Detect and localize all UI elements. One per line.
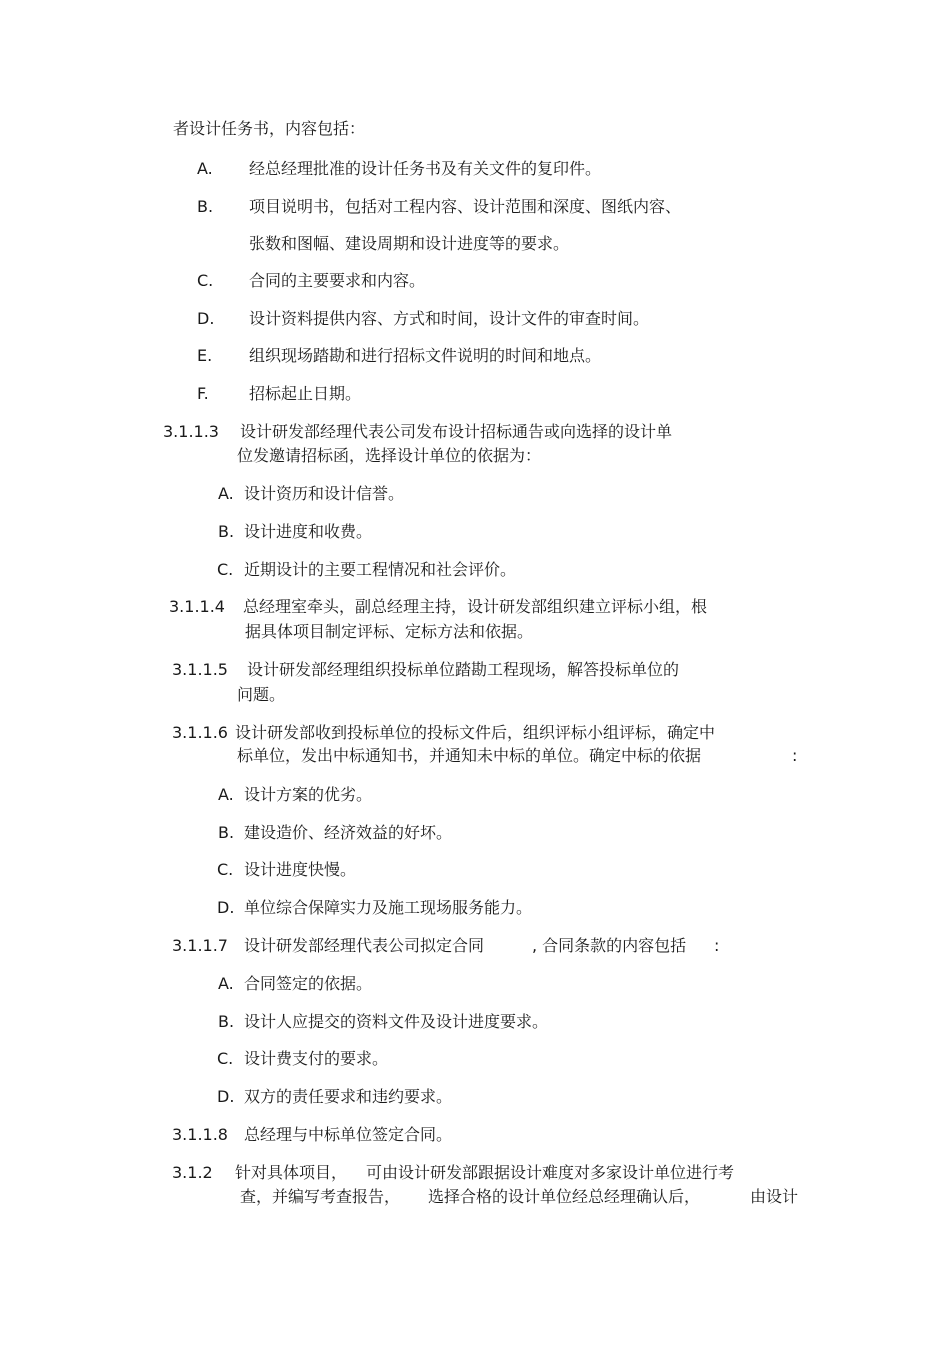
section-text-continuation: 查，并编写考查报告，	[240, 1187, 401, 1206]
section-text: 设计研发部收到投标单位的投标文件后，组织评标小组评标，确定中	[235, 723, 716, 742]
section-text: 设计研发部经理组织投标单位踏勘工程现场，解答投标单位的	[247, 660, 680, 679]
list-label: A.	[197, 159, 213, 178]
list-label: D.	[197, 309, 215, 328]
list-label: C.	[217, 1049, 234, 1068]
list-label: D.	[217, 898, 235, 917]
section-number: 3.1.1.4	[169, 597, 225, 616]
section-text-continuation: 由设计	[750, 1187, 799, 1206]
list-item: 招标起止日期。	[249, 384, 362, 403]
section-text: 总经理与中标单位签定合同。	[244, 1125, 453, 1144]
section-text-continuation: 据具体项目制定评标、定标方法和依据。	[245, 622, 534, 641]
section-text-continuation: 选择合格的设计单位经总经理确认后，	[428, 1187, 701, 1206]
section-text: 针对具体项目，	[235, 1163, 348, 1182]
list-label: E.	[197, 346, 213, 365]
section-text: , 合同条款的内容包括	[532, 936, 687, 955]
list-label: B.	[218, 823, 235, 842]
list-label: A.	[218, 484, 234, 503]
section-number: 3.1.1.6	[172, 723, 228, 742]
list-label: C.	[197, 271, 214, 290]
section-text-continuation: 问题。	[237, 685, 286, 704]
list-item: 单位综合保障实力及施工现场服务能力。	[244, 898, 533, 917]
section-text: 可由设计研发部跟据设计难度对多家设计单位进行考	[366, 1163, 735, 1182]
list-item: 双方的责任要求和违约要求。	[244, 1087, 453, 1106]
list-label: B.	[218, 1012, 235, 1031]
list-label: B.	[218, 522, 235, 541]
section-text-colon: :	[714, 936, 720, 955]
list-item: 合同的主要要求和内容。	[249, 271, 426, 290]
list-item: 设计费支付的要求。	[244, 1049, 389, 1068]
list-label: B.	[197, 197, 214, 216]
list-item: 设计资料提供内容、方式和时间，设计文件的审查时间。	[249, 309, 650, 328]
section-number: 3.1.1.7	[172, 936, 228, 955]
list-label: C.	[217, 860, 234, 879]
list-label: C.	[217, 560, 234, 579]
list-item: 建设造价、经济效益的好坏。	[244, 823, 453, 842]
list-item: 设计进度和收费。	[244, 522, 373, 541]
list-label: A.	[218, 974, 234, 993]
list-item: 设计方案的优劣。	[244, 785, 373, 804]
list-item: 项目说明书，包括对工程内容、设计范围和深度、图纸内容、	[249, 197, 682, 216]
section-text: 总经理室牵头，副总经理主持，设计研发部组织建立评标小组，根	[243, 597, 708, 616]
list-label: D.	[217, 1087, 235, 1106]
list-label: F.	[197, 384, 209, 403]
section-number: 3.1.2	[172, 1163, 213, 1182]
list-item: 经总经理批准的设计任务书及有关文件的复印件。	[249, 159, 602, 178]
intro-line: 者设计任务书，内容包括：	[173, 119, 366, 138]
list-label: A.	[218, 785, 234, 804]
list-item: 设计人应提交的资料文件及设计进度要求。	[244, 1012, 549, 1031]
list-item: 近期设计的主要工程情况和社会评价。	[244, 560, 517, 579]
section-text-continuation: 标单位，发出中标通知书，并通知未中标的单位。确定中标的依据	[237, 746, 702, 765]
list-item: 合同签定的依据。	[244, 974, 373, 993]
list-item: 设计进度快慢。	[244, 860, 357, 879]
section-number: 3.1.1.5	[172, 660, 228, 679]
list-item: 设计资历和设计信誉。	[244, 484, 405, 503]
section-text-continuation: 位发邀请招标函，选择设计单位的依据为：	[237, 446, 542, 465]
section-text: 设计研发部经理代表公司发布设计招标通告或向选择的设计单	[240, 422, 673, 441]
list-item: 组织现场踏勘和进行招标文件说明的时间和地点。	[249, 346, 602, 365]
section-text: 设计研发部经理代表公司拟定合同	[244, 936, 485, 955]
list-item-continuation: 张数和图幅、建设周期和设计进度等的要求。	[249, 234, 570, 253]
section-number: 3.1.1.8	[172, 1125, 228, 1144]
section-text-colon: :	[792, 746, 798, 765]
section-number: 3.1.1.3	[163, 422, 219, 441]
